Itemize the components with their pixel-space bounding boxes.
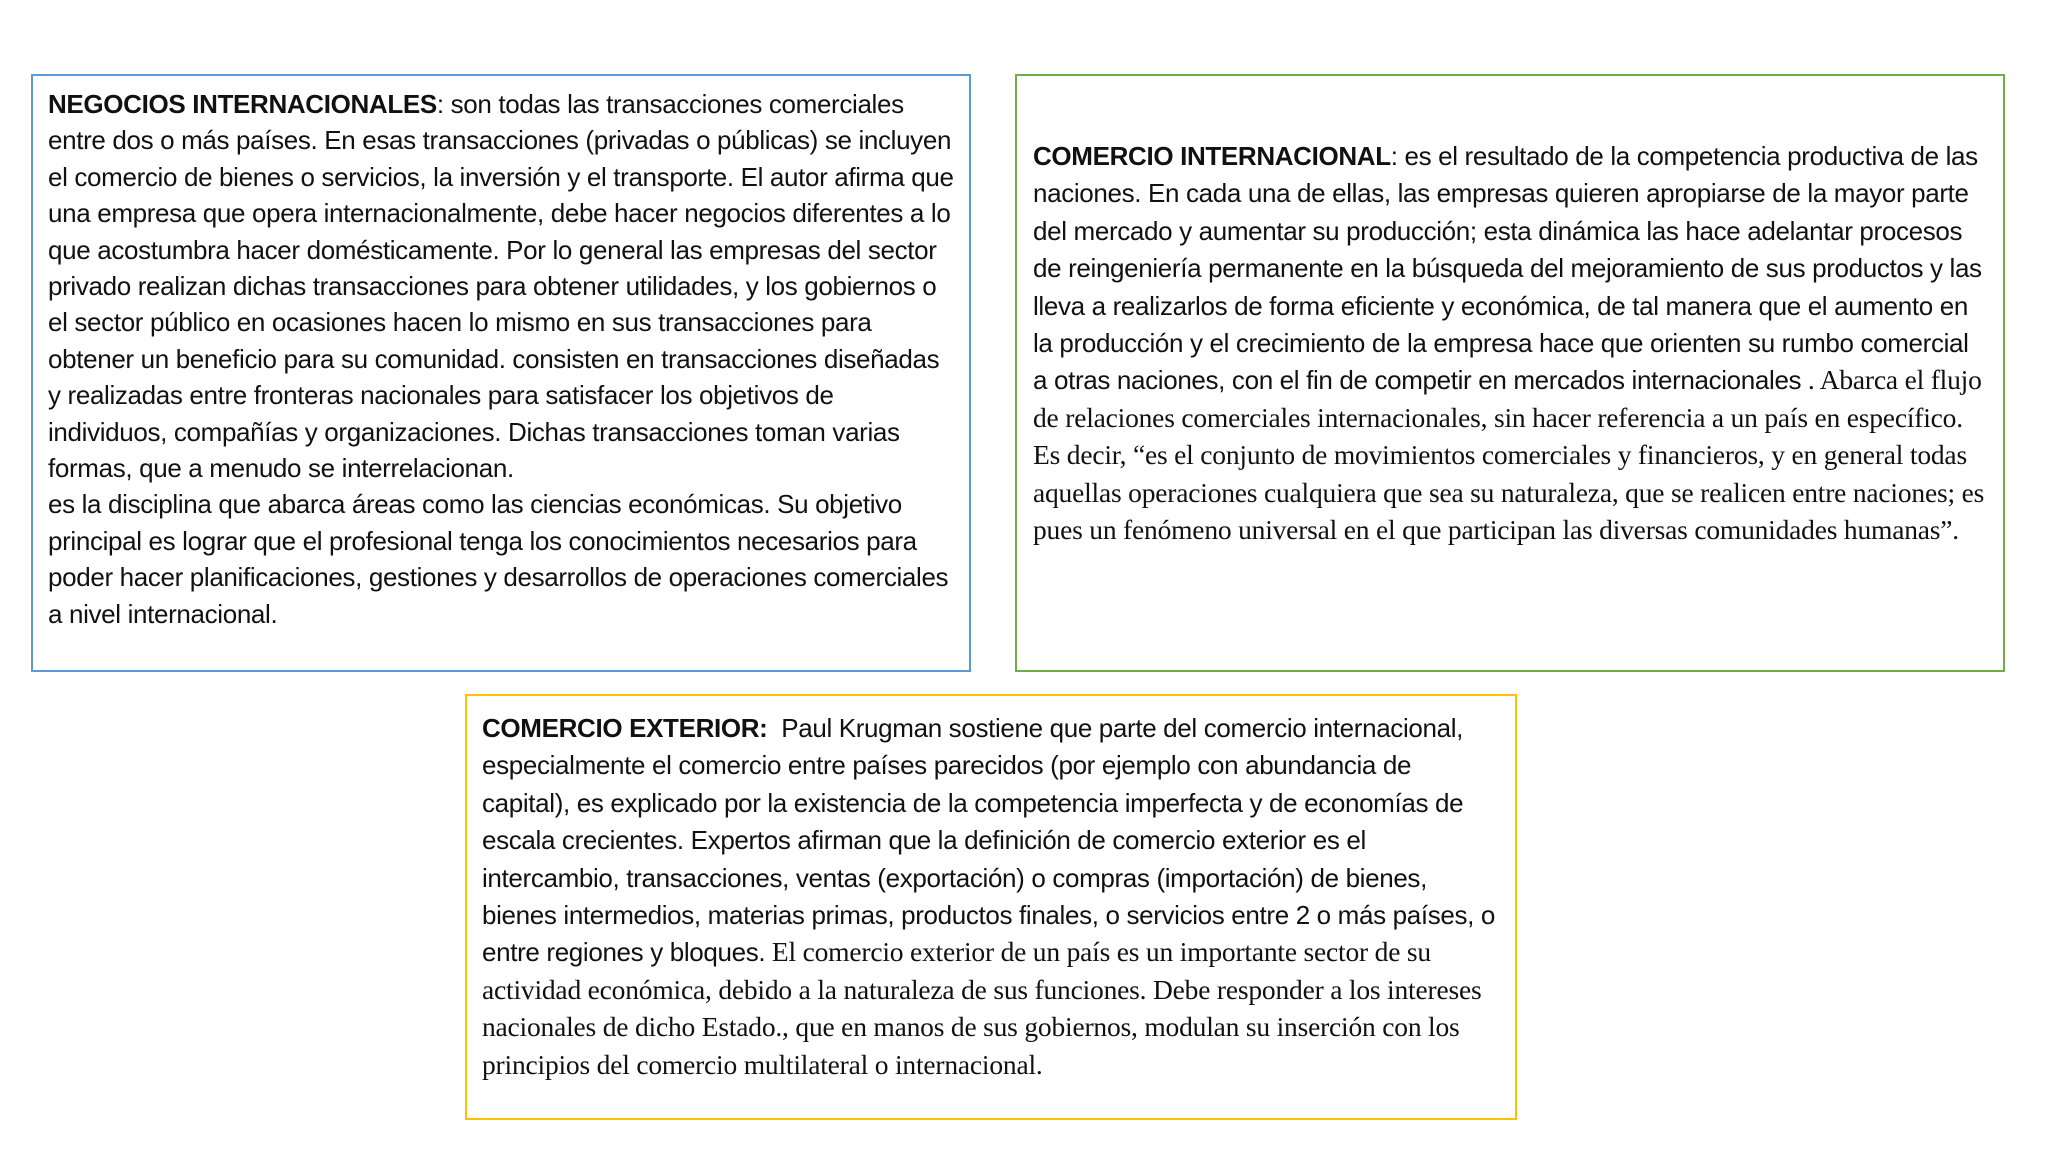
comercio-exterior-definition: Paul Krugman sostiene que parte del comercio internacional, especialmente el comercio entre países parecidos (por ejemplo con abundancia de capital), es explicado por la existencia de la competencia imperfecta y de economías de escala crecientes. Expertos afirman que la definición de comercio exterior es el intercambio, transacciones, ventas (exportación) o compras (importación) de bienes, bienes intermedios, materias primas, productos finales, o servicios entre 2 o más países, o entre regiones y bloques.: [482, 713, 1502, 968]
negocios-internacionales-box: [31, 74, 971, 672]
negocios-paragraph-2: es la disciplina que abarca áreas como las ciencias económicas. Su objetivo principal es lograr que el profesional tenga los conocimientos necesarios para poder hacer planificaciones, gestiones y desarrollos de operaciones comerciales a nivel internacional.: [48, 489, 949, 629]
comercio-internacional-definition: : es el resultado de la competencia productiva de las naciones. En cada una de ellas, las empresas quieren apropiarse de la mayor parte del mercado y aumentar su producción; esta dinámica las hace adelantar procesos de reingeniería permanente en la búsqueda del mejoramiento de sus productos y las lleva a realizarlos de forma eficiente y económica, de tal manera que el aumento en la producción y el crecimiento de la empresa hace que orienten su rumbo comercial a otras naciones, con el fin de competir en mercados internacionales: [1033, 141, 1982, 396]
comercio-exterior-term: COMERCIO EXTERIOR:: [482, 713, 768, 743]
negocios-paragraph-1: [48, 86, 955, 486]
comercio-exterior-paragraph: [482, 710, 1501, 1084]
comercio-internacional-box: [1015, 74, 2005, 672]
comercio-internacional-term: COMERCIO INTERNACIONAL: [1033, 141, 1391, 171]
comercio-internacional-quote: . Abarca el flujo de relaciones comerciales internacionales, sin hacer referencia a un país en específico. Es decir, “es el conjunto de movimientos comerciales y financieros, y en general todas aquellas operaciones cualquiera que sea su naturaleza, que se realicen entre naciones; es pues un fenómeno universal en el que participan las diversas comunidades humanas”.: [1033, 364, 1985, 546]
comercio-exterior-box: [465, 694, 1517, 1120]
negocios-term: NEGOCIOS INTERNACIONALES: [48, 89, 437, 119]
comercio-exterior-extra: El comercio exterior de un país es un importante sector de su actividad económica, debido a la naturaleza de sus funciones. Debe responder a los intereses nacionales de dicho Estado., que en manos de sus gobiernos, modulan su inserción con los principios del comercio multilateral o internacional.: [482, 936, 1482, 1080]
negocios-definition: : son todas las transacciones comerciales entre dos o más países. En esas transacciones (privadas o públicas) se incluyen el comercio de bienes o servicios, la inversión y el transporte. El autor afirma que una empresa que opera internacionalmente, debe hacer negocios diferentes a lo que acostumbra hacer domésticamente. Por lo general las empresas del sector privado realizan dichas transacciones para obtener utilidades, y los gobiernos o el sector público en ocasiones hacen lo mismo en sus transacciones para obtener un beneficio para su comunidad. consisten en transacciones diseñadas y realizadas entre fronteras nacionales para satisfacer los objetivos de individuos, compañías y organizaciones. Dichas transacciones toman varias formas, que a menudo se interrelacionan.: [48, 89, 954, 484]
comercio-internacional-paragraph: [1033, 138, 1989, 549]
